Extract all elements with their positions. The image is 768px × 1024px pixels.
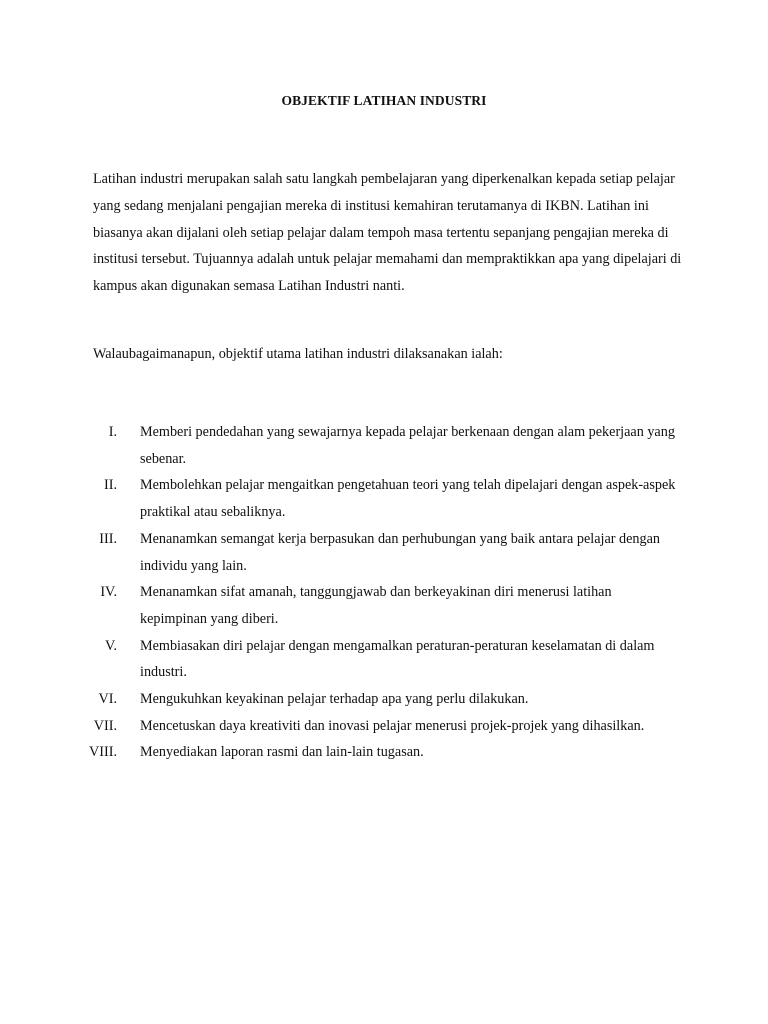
objective-item (60, 526, 700, 579)
objective-numeral: VIII. (89, 744, 117, 761)
document-title: OBJEKTIF LATIHAN INDUSTRI (281, 93, 487, 108)
objectives-lead-paragraph: Walaubagaimanapun, objektif utama latihan industri dilaksanakan ialah: (93, 346, 503, 362)
objective-item (60, 419, 700, 472)
objective-text: Menanamkan semangat kerja berpasukan dan perhubungan yang baik antara pelajar dengan individu yang lain. (140, 530, 660, 574)
objective-numeral: IV. (100, 584, 117, 601)
intro-paragraph: Latihan industri merupakan salah satu langkah pembelajaran yang diperkenalkan kepada setiap pelajar yang sedang menjalani pengajian mereka di institusi kemahiran terutamanya di IKBN. Latihan ini biasanya akan dijalani oleh setiap pelajar dalam tempoh masa tertentu sepanjang pengajian mereka di institusi tersebut. Tujuannya adalah untuk pelajar memahami dan mempraktikkan apa yang dipelajari di kampus akan digunakan semasa Latihan Industri nanti. (93, 171, 682, 295)
objective-numeral: V. (105, 637, 117, 654)
objective-text: Menyediakan laporan rasmi dan lain-lain tugasan. (140, 744, 424, 761)
objective-item (60, 633, 700, 686)
objective-item (60, 579, 700, 632)
objective-item (60, 472, 700, 525)
objective-numeral: III. (99, 530, 117, 547)
objective-text: Menanamkan sifat amanah, tanggungjawab dan berkeyakinan diri menerusi latihan kepimpinan yang diberi. (140, 584, 612, 627)
objective-item (60, 739, 700, 766)
objective-text: Membiasakan diri pelajar dengan mengamalkan peraturan-peraturan keselamatan di dalam industri. (140, 637, 655, 681)
objectives-list (60, 419, 700, 766)
objective-text: Membolehkan pelajar mengaitkan pengetahuan teori yang telah dipelajari dengan aspek-aspek praktikal atau sebaliknya. (140, 477, 676, 521)
objective-item (60, 713, 700, 740)
objective-item (60, 686, 700, 713)
objective-text: Mencetuskan daya kreativiti dan inovasi pelajar menerusi projek-projek yang dihasilkan. (140, 717, 645, 734)
objective-text: Memberi pendedahan yang sewajarnya kepada pelajar berkenaan dengan alam pekerjaan yang sebenar. (140, 424, 675, 467)
objective-numeral: I. (108, 424, 117, 440)
objective-numeral: VI. (98, 691, 117, 708)
objective-numeral: II. (104, 477, 117, 494)
objective-text: Mengukuhkan keyakinan pelajar terhadap apa yang perlu dilakukan. (140, 691, 529, 708)
objective-numeral: VII. (93, 717, 117, 734)
